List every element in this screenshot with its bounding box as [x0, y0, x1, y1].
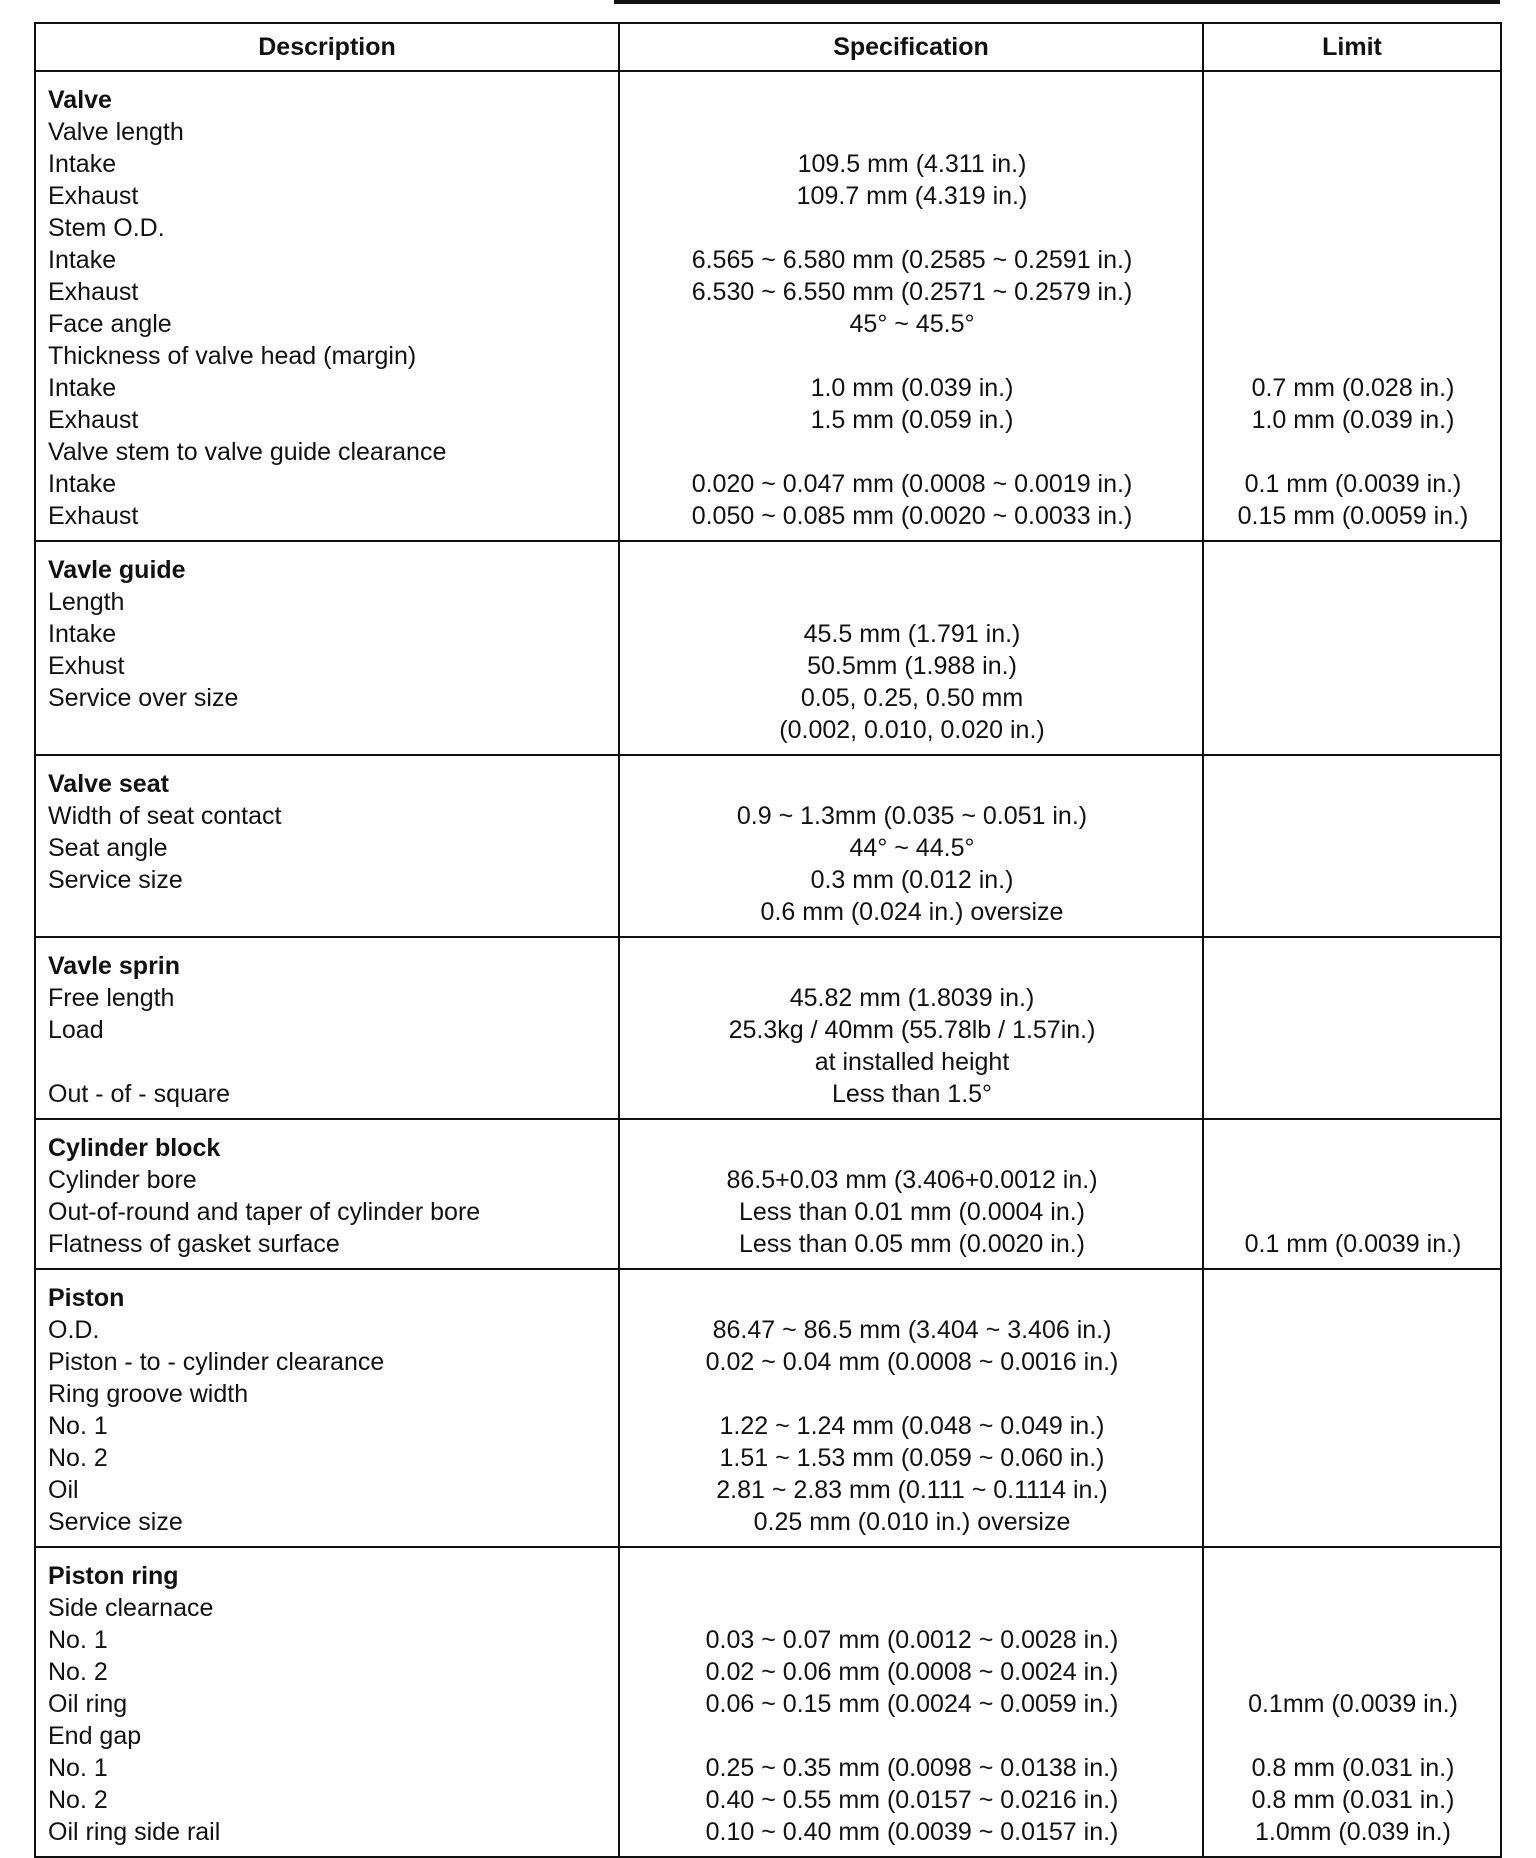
specification-text: Less than 0.05 mm (0.0020 in.) — [738, 1230, 1086, 1258]
description-text: Intake — [48, 374, 117, 402]
description-text: No. 1 — [48, 1754, 108, 1782]
specification-cell — [619, 937, 1203, 1119]
specification-text — [632, 116, 1192, 148]
limit-cell — [1203, 755, 1501, 937]
specification-text: 44° ~ 44.5° — [849, 834, 975, 862]
description-text: Valve stem to valve guide clearance — [48, 438, 447, 466]
spec-spacer — [632, 768, 1192, 800]
description-text: Exhaust — [48, 278, 139, 306]
limit-text: 0.15 mm (0.0059 in.) — [1237, 502, 1469, 530]
specification-text — [632, 1378, 1192, 1410]
description-cell — [35, 1547, 619, 1857]
limit-text — [1216, 116, 1490, 148]
description-text: Stem O.D. — [48, 214, 165, 242]
description-text: Intake — [48, 150, 117, 178]
description-text: Oil ring — [48, 1690, 128, 1718]
limit-cell — [1203, 937, 1501, 1119]
limit-text — [1216, 308, 1490, 340]
section-row — [35, 755, 1501, 937]
spec-body — [35, 71, 1501, 1857]
description-text — [48, 896, 608, 928]
limit-text — [1216, 1164, 1490, 1196]
description-text: Exhaust — [48, 182, 139, 210]
specification-text: 45.5 mm (1.791 in.) — [803, 620, 1021, 648]
specification-text: Less than 0.01 mm (0.0004 in.) — [738, 1198, 1086, 1226]
limit-spacer — [1216, 950, 1490, 982]
limit-text — [1216, 212, 1490, 244]
specification-text: 0.25 ~ 0.35 mm (0.0098 ~ 0.0138 in.) — [705, 1754, 1119, 1782]
specification-text: 0.9 ~ 1.3mm (0.035 ~ 0.051 in.) — [736, 802, 1088, 830]
specification-text: 1.51 ~ 1.53 mm (0.059 ~ 0.060 in.) — [719, 1444, 1105, 1472]
specification-text — [632, 436, 1192, 468]
spec-spacer — [632, 1282, 1192, 1314]
description-text: Service size — [48, 1508, 183, 1536]
section-title: Valve — [48, 86, 112, 114]
specification-text: 6.530 ~ 6.550 mm (0.2571 ~ 0.2579 in.) — [691, 278, 1133, 306]
specification-text: (0.002, 0.010, 0.020 in.) — [779, 716, 1045, 744]
specification-text — [632, 1720, 1192, 1752]
spec-spacer — [632, 1132, 1192, 1164]
top-rule — [614, 0, 1500, 4]
header-description: Description — [35, 23, 619, 71]
limit-text — [1216, 896, 1490, 928]
description-text: Cylinder bore — [48, 1166, 197, 1194]
specification-text: 0.050 ~ 0.085 mm (0.0020 ~ 0.0033 in.) — [691, 502, 1133, 530]
specification-text: 0.02 ~ 0.04 mm (0.0008 ~ 0.0016 in.) — [705, 1348, 1119, 1376]
limit-text: 1.0mm (0.039 in.) — [1255, 1818, 1451, 1846]
limit-text — [1216, 148, 1490, 180]
limit-text — [1216, 244, 1490, 276]
description-text: Out-of-round and taper of cylinder bore — [48, 1198, 481, 1226]
limit-text — [1216, 1656, 1490, 1688]
specification-text: 86.5+0.03 mm (3.406+0.0012 in.) — [726, 1166, 1098, 1194]
description-text: Oil — [48, 1476, 79, 1504]
specification-text: 45.82 mm (1.8039 in.) — [789, 984, 1035, 1012]
limit-spacer — [1216, 1560, 1490, 1592]
section-row — [35, 1119, 1501, 1269]
specification-text: 50.5mm (1.988 in.) — [807, 652, 1017, 680]
specification-text: 0.25 mm (0.010 in.) oversize — [753, 1508, 1071, 1536]
specification-text: 25.3kg / 40mm (55.78lb / 1.57in.) — [728, 1016, 1096, 1044]
limit-text: 0.8 mm (0.031 in.) — [1251, 1786, 1455, 1814]
section-row — [35, 1269, 1501, 1547]
description-text: Seat angle — [48, 834, 168, 862]
header-limit: Limit — [1203, 23, 1501, 71]
header-row — [35, 23, 1501, 71]
limit-text — [1216, 1378, 1490, 1410]
section-title: Piston — [48, 1284, 125, 1312]
spec-table — [34, 22, 1502, 1858]
description-cell — [35, 755, 619, 937]
description-text: Face angle — [48, 310, 172, 338]
limit-text — [1216, 1014, 1490, 1046]
limit-spacer — [1216, 1132, 1490, 1164]
description-text: Exhaust — [48, 502, 139, 530]
section-row — [35, 71, 1501, 541]
specification-text: 0.06 ~ 0.15 mm (0.0024 ~ 0.0059 in.) — [705, 1690, 1119, 1718]
description-text: Flatness of gasket surface — [48, 1230, 340, 1258]
limit-text — [1216, 1046, 1490, 1078]
limit-cell — [1203, 1547, 1501, 1857]
description-text: No. 1 — [48, 1412, 108, 1440]
description-text: Load — [48, 1016, 104, 1044]
specification-text: at installed height — [814, 1048, 1010, 1076]
limit-text: 0.1 mm (0.0039 in.) — [1244, 1230, 1462, 1258]
limit-text — [1216, 1506, 1490, 1538]
limit-text — [1216, 682, 1490, 714]
description-text: Valve length — [48, 118, 184, 146]
specification-cell — [619, 1269, 1203, 1547]
specification-text: 86.47 ~ 86.5 mm (3.404 ~ 3.406 in.) — [712, 1316, 1112, 1344]
spec-spacer — [632, 84, 1192, 116]
limit-text — [1216, 1346, 1490, 1378]
description-text: Exhaust — [48, 406, 139, 434]
description-text: Ring groove width — [48, 1380, 249, 1408]
specification-text: 6.565 ~ 6.580 mm (0.2585 ~ 0.2591 in.) — [691, 246, 1133, 274]
specification-cell — [619, 1547, 1203, 1857]
spec-spacer — [632, 554, 1192, 586]
description-text: End gap — [48, 1722, 142, 1750]
header-specification: Specification — [619, 23, 1203, 71]
limit-text — [1216, 1474, 1490, 1506]
limit-cell — [1203, 541, 1501, 755]
description-cell — [35, 1269, 619, 1547]
section-title: Vavle guide — [48, 556, 186, 584]
specification-text — [632, 212, 1192, 244]
description-text: Service over size — [48, 684, 239, 712]
description-text: Service size — [48, 866, 183, 894]
limit-text — [1216, 340, 1490, 372]
limit-text — [1216, 650, 1490, 682]
limit-text: 0.7 mm (0.028 in.) — [1251, 374, 1455, 402]
specification-text: 0.6 mm (0.024 in.) oversize — [760, 898, 1064, 926]
limit-text: 0.1mm (0.0039 in.) — [1248, 1690, 1458, 1718]
spec-spacer — [632, 950, 1192, 982]
limit-text — [1216, 1720, 1490, 1752]
specification-text: 2.81 ~ 2.83 mm (0.111 ~ 0.1114 in.) — [716, 1476, 1108, 1504]
limit-text: 0.8 mm (0.031 in.) — [1251, 1754, 1455, 1782]
limit-text — [1216, 180, 1490, 212]
specification-text: 0.03 ~ 0.07 mm (0.0012 ~ 0.0028 in.) — [705, 1626, 1119, 1654]
description-text — [48, 714, 608, 746]
specification-cell — [619, 755, 1203, 937]
limit-cell — [1203, 71, 1501, 541]
section-title: Vavle sprin — [48, 952, 181, 980]
specification-cell — [619, 1119, 1203, 1269]
specification-text: 109.5 mm (4.311 in.) — [797, 150, 1027, 178]
description-text: Width of seat contact — [48, 802, 282, 830]
description-text: Side clearnace — [48, 1594, 214, 1622]
description-text: Intake — [48, 470, 117, 498]
specification-text: 0.02 ~ 0.06 mm (0.0008 ~ 0.0024 in.) — [705, 1658, 1119, 1686]
limit-text — [1216, 1410, 1490, 1442]
limit-text — [1216, 618, 1490, 650]
limit-text — [1216, 276, 1490, 308]
limit-text — [1216, 864, 1490, 896]
specification-text: 0.40 ~ 0.55 mm (0.0157 ~ 0.0216 in.) — [705, 1786, 1119, 1814]
specification-text — [632, 1592, 1192, 1624]
specification-text: 0.3 mm (0.012 in.) — [810, 866, 1014, 894]
description-text: Length — [48, 588, 125, 616]
description-cell — [35, 1119, 619, 1269]
specification-text: 1.22 ~ 1.24 mm (0.048 ~ 0.049 in.) — [719, 1412, 1105, 1440]
limit-text — [1216, 1196, 1490, 1228]
specification-text: Less than 1.5° — [831, 1080, 993, 1108]
specification-text: 0.05, 0.25, 0.50 mm — [800, 684, 1024, 712]
description-text: Out - of - square — [48, 1080, 231, 1108]
description-text: Exhust — [48, 652, 125, 680]
limit-text — [1216, 1078, 1490, 1110]
specification-cell — [619, 71, 1203, 541]
description-text: Thickness of valve head (margin) — [48, 342, 417, 370]
section-title: Cylinder block — [48, 1134, 221, 1162]
section-row — [35, 541, 1501, 755]
limit-text — [1216, 1314, 1490, 1346]
specification-text: 0.10 ~ 0.40 mm (0.0039 ~ 0.0157 in.) — [705, 1818, 1119, 1846]
limit-text: 0.1 mm (0.0039 in.) — [1244, 470, 1462, 498]
specification-cell — [619, 541, 1203, 755]
limit-text — [1216, 832, 1490, 864]
limit-text — [1216, 436, 1490, 468]
section-row — [35, 937, 1501, 1119]
spec-spacer — [632, 1560, 1192, 1592]
specification-text — [632, 340, 1192, 372]
specification-text: 45° ~ 45.5° — [849, 310, 975, 338]
limit-text — [1216, 1592, 1490, 1624]
section-title: Valve seat — [48, 770, 169, 798]
limit-text — [1216, 982, 1490, 1014]
description-cell — [35, 937, 619, 1119]
specification-text: 0.020 ~ 0.047 mm (0.0008 ~ 0.0019 in.) — [691, 470, 1133, 498]
limit-cell — [1203, 1119, 1501, 1269]
description-text: No. 2 — [48, 1444, 108, 1472]
description-text: No. 2 — [48, 1658, 108, 1686]
limit-text: 1.0 mm (0.039 in.) — [1251, 406, 1455, 434]
description-text: No. 2 — [48, 1786, 108, 1814]
limit-spacer — [1216, 768, 1490, 800]
specification-text — [632, 586, 1192, 618]
description-text: O.D. — [48, 1316, 100, 1344]
limit-spacer — [1216, 1282, 1490, 1314]
description-cell — [35, 71, 619, 541]
description-cell — [35, 541, 619, 755]
section-row — [35, 1547, 1501, 1857]
limit-cell — [1203, 1269, 1501, 1547]
description-text: Free length — [48, 984, 175, 1012]
description-text: Intake — [48, 246, 117, 274]
limit-spacer — [1216, 84, 1490, 116]
description-text: Piston - to - cylinder clearance — [48, 1348, 385, 1376]
description-text: Oil ring side rail — [48, 1818, 221, 1846]
description-text: No. 1 — [48, 1626, 108, 1654]
limit-spacer — [1216, 554, 1490, 586]
limit-text — [1216, 714, 1490, 746]
limit-text — [1216, 586, 1490, 618]
description-text — [48, 1046, 608, 1078]
specification-text: 1.0 mm (0.039 in.) — [810, 374, 1014, 402]
specification-text: 1.5 mm (0.059 in.) — [810, 406, 1014, 434]
limit-text — [1216, 800, 1490, 832]
limit-text — [1216, 1624, 1490, 1656]
specification-text: 109.7 mm (4.319 in.) — [796, 182, 1028, 210]
section-title: Piston ring — [48, 1562, 179, 1590]
description-text: Intake — [48, 620, 117, 648]
limit-text — [1216, 1442, 1490, 1474]
